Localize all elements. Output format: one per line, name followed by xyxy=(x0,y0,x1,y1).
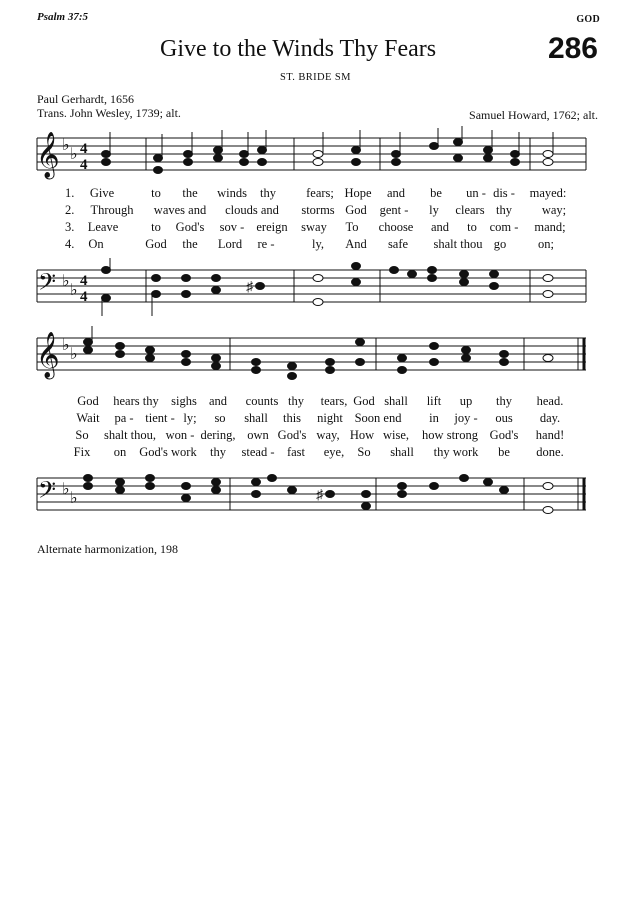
lyric-syllable: the xyxy=(182,186,198,200)
lyric-syllable: Give xyxy=(89,186,115,200)
lyric-syllable: mayed: xyxy=(529,186,567,200)
lyric-syllable: Soon end xyxy=(354,411,402,425)
verse-line xyxy=(0,237,640,254)
lyric-syllable: Lord xyxy=(217,237,243,251)
lyric-syllable: and xyxy=(430,220,450,234)
lyric-syllable: God's xyxy=(277,428,307,442)
lyric-syllable: and xyxy=(208,394,228,408)
verse-line xyxy=(0,411,640,428)
lyric-syllable: God's work xyxy=(139,445,197,459)
lyric-syllable: this xyxy=(282,411,302,425)
lyric-syllable: Fix xyxy=(73,445,91,459)
lyric-syllable: go xyxy=(493,237,507,251)
lyric-syllable: joy - xyxy=(454,411,478,425)
lyric-syllable: And xyxy=(345,237,367,251)
lyric-syllable: Hope xyxy=(344,186,372,200)
composer-credit: Samuel Howard, 1762; alt. xyxy=(469,108,598,122)
treble-staff-system-2 xyxy=(0,326,640,386)
bass-staff-system-2 xyxy=(0,466,640,526)
lyric-syllable: on; xyxy=(538,237,554,251)
lyric-syllable: fast xyxy=(286,445,306,459)
verse-line xyxy=(0,428,640,445)
verse-number: 4. xyxy=(65,237,75,251)
lyric-syllable: be xyxy=(430,186,442,200)
svg-text:♯: ♯ xyxy=(316,488,323,503)
bass-staff-system-1 xyxy=(0,258,640,318)
alternate-harmonization-note: Alternate harmonization, 198 xyxy=(37,542,178,556)
lyric-syllable: in xyxy=(429,411,439,425)
key-signature-flat-icon: ♭ xyxy=(70,282,78,299)
lyric-syllable: night xyxy=(317,411,343,425)
lyric-syllable: storms xyxy=(301,203,335,217)
key-signature-flat-icon: ♭ xyxy=(70,146,78,163)
lyrics-system-2 xyxy=(0,394,640,462)
lyric-syllable: shalt thou, xyxy=(103,428,157,442)
lyric-syllable: mand; xyxy=(534,220,566,234)
time-signature: 4 xyxy=(80,273,88,289)
lyric-syllable: To xyxy=(345,220,359,234)
lyrics-system-1 xyxy=(0,186,640,254)
lyric-syllable: so xyxy=(214,411,226,425)
lyric-syllable: pa - xyxy=(114,411,134,425)
section-label: GOD xyxy=(576,14,600,25)
lyric-syllable: com - xyxy=(489,220,519,234)
lyric-syllable: choose xyxy=(378,220,414,234)
lyric-syllable: eye, xyxy=(323,445,345,459)
lyric-syllable: the xyxy=(182,237,198,251)
lyric-syllable: stead - xyxy=(241,445,275,459)
lyric-syllable: shall xyxy=(384,394,408,408)
lyric-syllable: ly; xyxy=(183,411,197,425)
hymn-number: 286 xyxy=(547,32,598,65)
lyric-syllable: How xyxy=(349,428,375,442)
lyric-syllable: God xyxy=(353,394,375,408)
lyric-syllable: tient - xyxy=(145,411,175,425)
key-signature-flat-icon: ♭ xyxy=(62,273,70,290)
lyric-syllable: day. xyxy=(539,411,561,425)
lyric-syllable: So xyxy=(357,445,371,459)
lyric-syllable: hand! xyxy=(535,428,565,442)
lyric-syllable: won - xyxy=(165,428,195,442)
lyric-syllable: thy xyxy=(496,203,512,217)
lyric-syllable: tears, xyxy=(320,394,348,408)
time-signature: 4 xyxy=(80,157,88,173)
lyric-syllable: sway xyxy=(301,220,327,234)
lyric-syllable: thy xyxy=(288,394,304,408)
key-signature-flat-icon: ♭ xyxy=(70,346,78,363)
lyric-syllable: clears xyxy=(455,203,485,217)
lyric-syllable: hears thy xyxy=(113,394,159,408)
lyric-syllable: So xyxy=(75,428,89,442)
key-signature-flat-icon: ♭ xyxy=(62,337,70,354)
verse-number: 1. xyxy=(65,186,75,200)
lyric-syllable: how strong xyxy=(422,428,478,442)
lyric-syllable: to xyxy=(151,220,161,234)
lyric-syllable: ous xyxy=(495,411,513,425)
lyric-syllable: on xyxy=(113,445,127,459)
key-signature-flat-icon: ♭ xyxy=(70,490,78,507)
key-signature-flat-icon: ♭ xyxy=(62,137,70,154)
verse-line xyxy=(0,203,640,220)
tune-name: ST. BRIDE SM xyxy=(280,72,351,83)
lyric-syllable: counts xyxy=(245,394,279,408)
lyric-syllable: ly xyxy=(429,203,439,217)
lyric-syllable: God xyxy=(345,203,367,217)
lyric-syllable: to xyxy=(151,186,161,200)
treble-clef-icon: 𝄞 xyxy=(36,132,60,178)
svg-text:♯: ♯ xyxy=(246,280,253,295)
lyric-syllable: thy work xyxy=(433,445,479,459)
lyric-syllable: shalt thou xyxy=(433,237,483,251)
verse-number: 3. xyxy=(65,220,75,234)
lyric-syllable: ly, xyxy=(311,237,325,251)
lyric-syllable: wise, xyxy=(382,428,410,442)
lyric-syllable: safe xyxy=(387,237,409,251)
lyric-syllable: thy xyxy=(260,186,276,200)
verse-line xyxy=(0,186,640,203)
time-signature: 4 xyxy=(80,289,88,305)
translator-credit: Trans. John Wesley, 1739; alt. xyxy=(37,106,181,120)
verse-line xyxy=(0,220,640,237)
author-credit: Paul Gerhardt, 1656 xyxy=(37,92,134,106)
verse-line xyxy=(0,394,640,411)
verse-number: 2. xyxy=(65,203,75,217)
lyric-syllable: gent - xyxy=(379,203,409,217)
lyric-syllable: dering, xyxy=(200,428,236,442)
lyric-syllable: sighs xyxy=(171,394,197,408)
lyric-syllable: thy xyxy=(210,445,226,459)
lyric-syllable: un - xyxy=(466,186,486,200)
hymn-title: Give to the Winds Thy Fears xyxy=(160,36,437,62)
lyric-syllable: shall xyxy=(390,445,414,459)
treble-staff-system-1 xyxy=(0,126,640,186)
lyric-syllable: God's xyxy=(489,428,519,442)
lyric-syllable: ereign xyxy=(256,220,288,234)
verse-line xyxy=(0,445,640,462)
lyric-syllable: Wait xyxy=(76,411,100,425)
lyric-syllable: dis - xyxy=(493,186,515,200)
lyric-syllable: to xyxy=(467,220,477,234)
lyric-syllable: be xyxy=(498,445,510,459)
lyric-syllable: done. xyxy=(536,445,564,459)
lyric-syllable: waves and xyxy=(153,203,207,217)
lyric-syllable: up xyxy=(459,394,473,408)
lyric-syllable: Through xyxy=(90,203,134,217)
lyric-syllable: God xyxy=(145,237,167,251)
lyric-syllable: winds xyxy=(217,186,247,200)
time-signature: 4 xyxy=(80,141,88,157)
lyric-syllable: and xyxy=(386,186,406,200)
key-signature-flat-icon: ♭ xyxy=(62,481,70,498)
lyric-syllable: fears; xyxy=(306,186,334,200)
bass-clef-icon: 𝄢 xyxy=(38,268,57,301)
lyric-syllable: re - xyxy=(257,237,275,251)
lyric-syllable: head. xyxy=(536,394,564,408)
lyric-syllable: On xyxy=(88,237,104,251)
lyric-syllable: thy xyxy=(496,394,512,408)
lyric-syllable: own xyxy=(247,428,269,442)
lyric-syllable: shall xyxy=(244,411,268,425)
lyric-syllable: God's xyxy=(175,220,205,234)
lyric-syllable: clouds and xyxy=(225,203,279,217)
lyric-syllable: Leave xyxy=(87,220,119,234)
bass-clef-icon: 𝄢 xyxy=(38,476,57,509)
lyric-syllable: sov - xyxy=(219,220,245,234)
lyric-syllable: way, xyxy=(316,428,340,442)
scripture-reference: Psalm 37:5 xyxy=(37,11,89,23)
lyric-syllable: God xyxy=(77,394,99,408)
lyric-syllable: lift xyxy=(426,394,442,408)
treble-clef-icon: 𝄞 xyxy=(36,332,60,378)
lyric-syllable: way; xyxy=(541,203,567,217)
